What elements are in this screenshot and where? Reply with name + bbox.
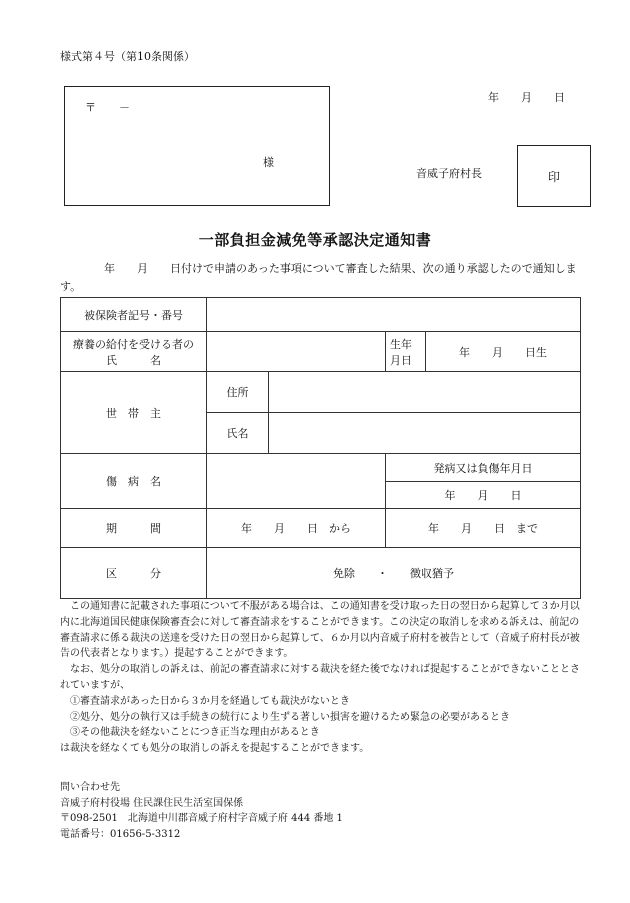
contact-address: 〒098-2501 北海道中川郡音威子府村字音威子府 444 番地 1	[60, 813, 343, 824]
note-item: ①審査請求があった日から３か月を経過しても裁決がないとき	[60, 695, 350, 707]
householder-label: 世 帯 主	[61, 372, 207, 454]
contact-heading: 問い合わせ先	[60, 782, 120, 793]
form-number: 様式第４号（第10条関係）	[60, 50, 195, 63]
intro-text: 年 月 日付けで申請のあった事項について審査した結果、次の通り承認したので通知します。	[60, 262, 577, 293]
category-label: 区 分	[61, 548, 207, 599]
period-to: 年 月 日 まで	[386, 509, 581, 548]
date-line: 年 月 日	[488, 91, 565, 104]
period-from: 年 月 日 から	[207, 509, 386, 548]
page-title: 一部負担金減免等承認決定通知書	[198, 231, 432, 249]
note-item: ②処分、処分の執行又は手続きの続行により生ずる著しい損害を避けるため緊急の必要があるとき	[60, 711, 510, 723]
recipient-name-value	[207, 332, 386, 372]
category-value: 免除 ・ 徴収猶予	[207, 548, 581, 599]
onset-value: 年 月 日	[386, 482, 581, 509]
insured-number-value	[207, 298, 581, 332]
postal-mark: 〒	[85, 101, 96, 114]
contact-section	[60, 780, 343, 842]
birth-label: 生年 月日	[386, 332, 426, 372]
contact-office: 音威子府村役場 住民課住民生活室国保係	[60, 797, 244, 809]
period-label: 期 間	[61, 509, 207, 548]
postal-dash: －	[119, 101, 130, 114]
approval-table	[60, 297, 581, 599]
name-label: 氏名	[207, 413, 269, 454]
address-label: 住所	[207, 372, 269, 413]
address-box	[64, 86, 330, 206]
address-value	[269, 372, 581, 413]
contact-phone: 電話番号：01656-5-3312	[60, 828, 181, 840]
note-paragraph: なお、処分の取消しの訴えは、前記の審査請求に対する裁決を経た後でなければ提起することができないこととされていますが、	[60, 664, 580, 691]
note-item: ③その他裁決を経ないことにつき正当な理由があるとき	[60, 727, 320, 739]
sender-name: 音威子府村長	[416, 167, 482, 180]
note-paragraph: は裁決を経なくても処分の取消しの訴えを提起することができます。	[60, 743, 370, 755]
notes-section	[60, 599, 585, 757]
name-value	[269, 413, 581, 454]
stamp-box	[517, 145, 591, 207]
stamp-label: 印	[547, 169, 560, 184]
birth-value: 年 月 日生	[426, 332, 581, 372]
insured-number-label: 被保険者記号・番号	[61, 298, 207, 332]
illness-label: 傷 病 名	[61, 454, 207, 509]
onset-label: 発病又は負傷年月日	[386, 454, 581, 482]
sama-label: 様	[263, 156, 274, 169]
note-paragraph: この通知書に記載された事項について不服がある場合は、この通知書を受け取った日の翌日から起算して３か月以内に北海道国民健康保険審査会に対して審査請求をすることができます。この決定の取消しを求める訴えは、前記の審査請求に係る裁決の送達を受けた日の翌日から起算して、６か月以内音威子府村を被告として（音威子府村長が被告の代表者となります。）提起することができます。	[60, 601, 580, 660]
recipient-label: 療養の給付を受ける者の 氏 名	[61, 332, 207, 372]
illness-value	[207, 454, 386, 509]
